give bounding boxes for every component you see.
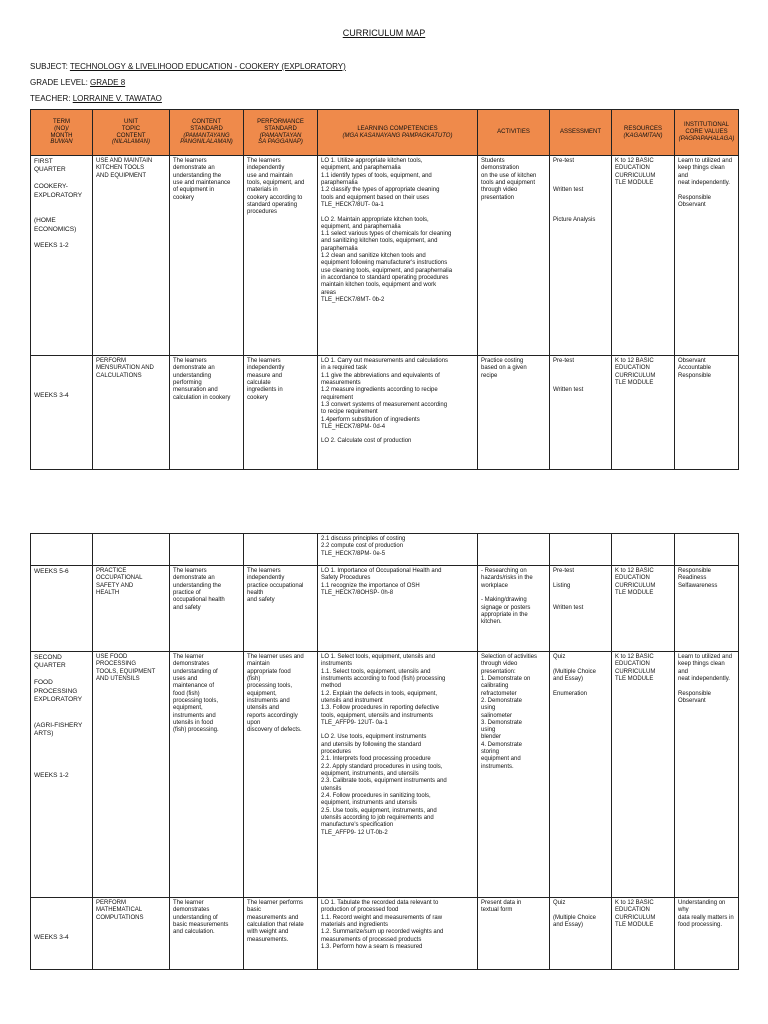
header-cell-content	[170, 110, 244, 156]
cell-topic: USE FOOD PROCESSING TOOLS, EQUIPMENT AND UTENSILS	[93, 652, 170, 898]
cell-assessment: Quiz (Multiple Choice and Essay) Enumeration	[550, 652, 612, 898]
cell-content: The learners demonstrate an understanding the use and maintenance of equipment in cookery	[170, 156, 244, 356]
cell-activities: Students demonstration on the use of kitchen tools and equipment through video presentation	[478, 156, 550, 356]
cell-performance: The learner performs basic measurements and calculation that relate with weight and measurements.	[244, 898, 318, 970]
cell-assessment	[550, 534, 612, 566]
cell-values: Learn to utilized and keep things clean and neat independently. Responsible Observant	[675, 156, 739, 356]
cell-performance: The learners independently practice occupational health and safety	[244, 566, 318, 652]
cell-values: Understanding on why data really matters in food processing.	[675, 898, 739, 970]
header-label: RESOURCES	[623, 125, 662, 132]
cell-competencies: LO 1. Select tools, equipment, utensils and instruments 1.1. Select tools, equipment, utensils and instruments according to food (fish) processing method 1.2. Explain the defects in tools, equipment, utensils and instrument 1.3. Follow procedures in reporting defective tools, equipment, utensils and instruments TLE_AFFP9- 12UT- 0a-1 LO 2. Use tools, equipment instruments and utensils by following the standard procedures 2.1. Interprets food processing procedure 2.2. Apply standard procedures in using tools, equipment, instruments, and utensils 2.3. Calibrate tools, equipment instruments and utensils 2.4. Follow procedures in sanitizing tools, equipment, instruments and utensils 2.5. Use tools, equipment, instruments, and utensils according to job requirements and manufacture's specification TLE_AFFP9- 12 UT-0b-2	[318, 652, 478, 898]
cell-competencies: LO 1. Importance of Occupational Health and Safety Procedures 1.1 recognize the importance of OSH TLE_HECK7/8OHSP- 0h-8	[318, 566, 478, 652]
cell-assessment: Pre-test Listing Written test	[550, 566, 612, 652]
cell-assessment: Pre-test Written test	[550, 356, 612, 470]
cell-content: The learners demonstrate an understanding the practice of occupational health and safety	[170, 566, 244, 652]
cell-activities: Practice costing based on a given recipe	[478, 356, 550, 470]
cell-resources: K to 12 BASIC EDUCATION CURRICULUM TLE MODULE	[612, 652, 675, 898]
teacher-value: LORRAINE V. TAWATAO	[72, 94, 162, 103]
header-label: CONTENT STANDARD	[190, 118, 223, 132]
cell-values	[675, 534, 739, 566]
grade-line	[30, 78, 125, 87]
cell-competencies: LO 1. Tabulate the recorded data relevant to production of processed food 1.1. Record weight and measurements of raw materials and ingredients 1.2. Summarize/sum up recorded weights and measurements of processed products 1.3. Perform how a seam is measured	[318, 898, 478, 970]
header-label: INSTITUTIONAL CORE VALUES	[683, 122, 729, 136]
header-cell-resources	[612, 110, 675, 156]
header-sublabel: BUWAN	[50, 139, 73, 146]
cell-term	[31, 534, 93, 566]
cell-term: WEEKS 3-4	[31, 356, 93, 470]
cell-values: Responsible Readiness Selfawareness	[675, 566, 739, 652]
teacher-line	[30, 94, 162, 103]
header-cell-assessment	[550, 110, 612, 156]
cell-topic: PERFORM MENSURATION AND CALCULATIONS	[93, 356, 170, 470]
cell-resources	[612, 534, 675, 566]
cell-activities	[478, 534, 550, 566]
cell-competencies: LO 1. Carry out measurements and calculations in a required task 1.1 give the abbreviations and equivalents of measurements 1.2 measure ingredients according to recipe requirement 1.3 convert systems of measurement according to recipe requirement 1.4perform substitution of ingredients TLE_HECK7/8PM- 0d-4 LO 2. Calculate cost of production	[318, 356, 478, 470]
cell-resources: K to 12 BASIC EDUCATION CURRICULUM TLE MODULE	[612, 156, 675, 356]
cell-term: WEEKS 5-6	[31, 566, 93, 652]
cell-term: SECOND QUARTER FOOD PROCESSING EXPLORATORY (AGRI-FISHERY ARTS) WEEKS 1-2	[31, 652, 93, 898]
header-sublabel: (PAMANTAYAN SA PAGGANAP)	[258, 132, 303, 146]
cell-assessment: Pre-test Written test Picture Analysis	[550, 156, 612, 356]
cell-topic: PERFORM MATHEMATICAL COMPUTATIONS	[93, 898, 170, 970]
cell-resources: K to 12 BASIC EDUCATION CURRICULUM TLE MODULE	[612, 566, 675, 652]
cell-values: Learn to utilized and keep things clean and neat independently. Responsible Observant	[675, 652, 739, 898]
cell-competencies: LO 1. Utilize appropriate kitchen tools, equipment, and paraphernalia 1.1 identify types of tools, equipment, and paraphernalia 1.2 classify the types of appropriate cleaning tools and equipment based on their uses TLE_HECK7/8UT- 0a-1 LO 2. Maintain appropriate kitchen tools, equipment, and paraphernalia 1.1 select various types of chemicals for cleaning and sanitizing kitchen tools, equipment, and paraphernalia 1.2 clean and sanitize kitchen tools and equipment following manufacturer's instructions use cleaning tools, equipment, and paraphernalia in accordance to standard operating procedures maintain kitchen tools, equipment and work areas TLE_HECK7/8MT- 0b-2	[318, 156, 478, 356]
header-cell-competencies	[318, 110, 478, 156]
subject-label: SUBJECT:	[30, 62, 68, 71]
cell-performance: The learners independently measure and calculate ingredients in cookery	[244, 356, 318, 470]
cell-resources: K to 12 BASIC EDUCATION CURRICULUM TLE MODULE	[612, 356, 675, 470]
header-cell-topic	[93, 110, 170, 156]
table-row	[31, 898, 739, 970]
cell-term: FIRST QUARTER COOKERY- EXPLORATORY (HOME ECONOMICS) WEEKS 1-2	[31, 156, 93, 356]
cell-activities: Present data in textual form	[478, 898, 550, 970]
cell-content: The learners demonstrate an understanding performing mensuration and calculation in cookery	[170, 356, 244, 470]
header-label: TERM (NO)/ MONTH	[50, 118, 73, 139]
cell-content: The learner demonstrates understanding of basic measurements and calculation.	[170, 898, 244, 970]
header-label: ASSESSMENT	[559, 129, 601, 136]
cell-content: The learner demonstrates understanding of uses and maintenance of food (fish) processing tools, equipment, instruments and utensils in food (fish) processing.	[170, 652, 244, 898]
cell-competencies: 2.1 discuss principles of costing 2.2 compute cost of production TLE_HECK7/8PM- 0e-5	[318, 534, 478, 566]
table-row	[31, 566, 739, 652]
curriculum-table-page-1	[30, 109, 739, 470]
header-sublabel: (PAMANTAYANG PANGNILALAMAN)	[180, 132, 233, 146]
cell-performance: The learners independently use and maintain tools, equipment, and materials in cookery according to standard operating procedures	[244, 156, 318, 356]
table-row	[31, 652, 739, 898]
header-row	[31, 110, 739, 156]
header-cell-performance	[244, 110, 318, 156]
cell-performance	[244, 534, 318, 566]
header-cell-term	[31, 110, 93, 156]
header-label: LEARNING COMPETENCIES	[357, 125, 438, 132]
header-sublabel: (NILALAMAN)	[111, 139, 150, 146]
cell-activities: Selection of activities through video presentation: 1. Demonstrate on calibrating refractometer 2. Demonstrate using salinometer 3. Demonstrate using blender 4. Demonstrate storing equipment and instruments.	[478, 652, 550, 898]
curriculum-table-page-2	[30, 533, 739, 970]
header-sublabel: (PAGPAPAHALAGA)	[678, 135, 735, 142]
header-label: PERFORMANCE STANDARD	[257, 118, 304, 132]
grade-value: GRADE 8	[90, 78, 126, 87]
header-sublabel: (MGA KASANAYANG PAMPAGKATUTO)	[342, 132, 453, 139]
header-cell-values	[675, 110, 739, 156]
cell-term: WEEKS 3-4	[31, 898, 93, 970]
header-label: UNIT TOPIC CONTENT	[116, 118, 146, 139]
header-label: ACTIVITIES	[497, 129, 530, 136]
cell-topic	[93, 534, 170, 566]
header-cell-activities	[478, 110, 550, 156]
cell-activities: - Researching on hazards/risks in the workplace - Making/drawing signage or posters appropriate in the kitchen.	[478, 566, 550, 652]
teacher-label: TEACHER:	[30, 94, 71, 103]
table-row	[31, 156, 739, 356]
cell-performance: The learner uses and maintain appropriate food (fish) processing tools, equipment, instruments and utensils and reports accordingly upon discovery of defects.	[244, 652, 318, 898]
cell-content	[170, 534, 244, 566]
subject-value: TECHNOLOGY & LIVELIHOOD EDUCATION - COOKERY (EXPLORATORY)	[69, 62, 346, 71]
cell-resources: K to 12 BASIC EDUCATION CURRICULUM TLE MODULE	[612, 898, 675, 970]
table-row	[31, 356, 739, 470]
cell-values: Observant Accountable Responsible	[675, 356, 739, 470]
cell-assessment: Quiz (Multiple Choice and Essay)	[550, 898, 612, 970]
cell-topic: USE AND MAINTAIN KITCHEN TOOLS AND EQUIPMENT	[93, 156, 170, 356]
table-row	[31, 534, 739, 566]
subject-line	[30, 62, 346, 71]
grade-label: GRADE LEVEL:	[30, 78, 88, 87]
header-sublabel: (KAGAMITAN)	[623, 132, 663, 139]
page-title: CURRICULUM MAP	[342, 28, 426, 38]
cell-topic: PRACTICE OCCUPATIONAL SAFETY AND HEALTH	[93, 566, 170, 652]
